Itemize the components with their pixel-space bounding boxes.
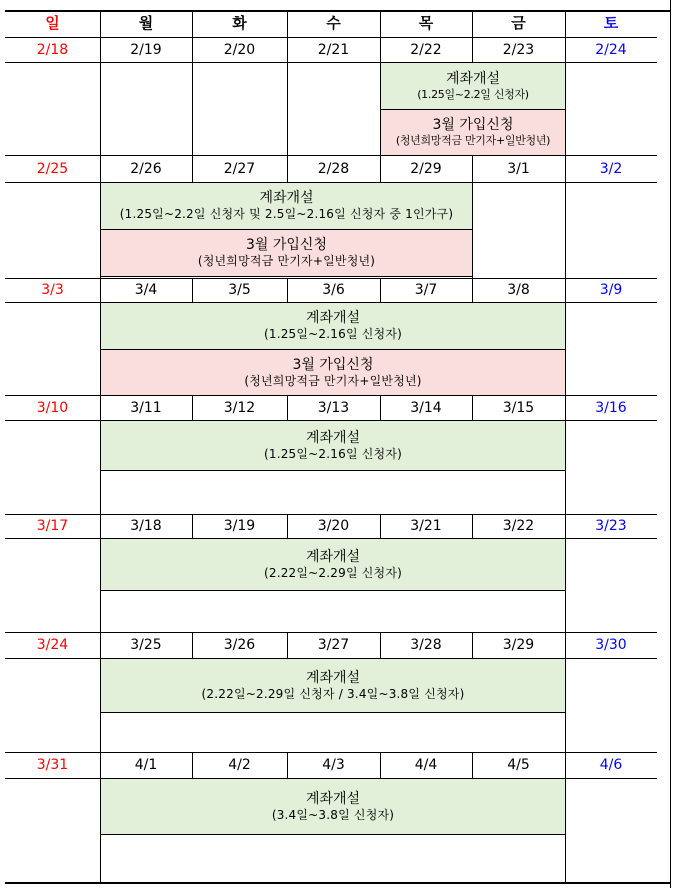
date-cell: 3/5 [228,282,251,298]
column-divider [565,420,566,514]
column-divider [192,395,193,420]
row-divider [5,155,657,156]
weekday-header-tue: 화 [232,14,247,32]
row-divider [5,658,657,659]
date-cell: 2/23 [502,41,535,58]
row-divider [5,514,657,515]
date-cell: 3/7 [414,282,438,298]
column-divider [192,278,193,302]
march-signup-bar [100,349,566,396]
column-divider [100,182,101,278]
date-cell: 2/29 [410,160,442,177]
column-divider [565,155,566,182]
column-divider [100,37,101,62]
date-cell: 3/15 [502,399,535,416]
row-divider [5,302,657,303]
date-cell: 3/30 [595,637,627,653]
weekday-header-fri: 금 [511,14,526,32]
row-divider [5,882,670,884]
column-divider [565,395,566,420]
account-opening-bar [100,778,566,835]
march-signup-bar [100,229,473,277]
empty-row-box [100,470,566,515]
column-divider [565,182,566,278]
event-title: 계좌개설 [305,790,361,807]
row-divider [5,420,657,421]
column-divider [100,632,101,658]
date-cell: 3/31 [36,757,69,773]
column-divider [670,0,671,888]
weekday-header-mon: 월 [138,14,154,32]
date-cell: 3/28 [410,637,442,653]
column-divider [192,752,193,778]
date-cell: 3/3 [41,282,64,298]
date-cell: 2/27 [223,160,256,177]
date-cell: 3/21 [410,518,442,534]
date-cell: 3/19 [223,518,256,534]
event-subtitle: (2.22일~2.29일 신청자) [263,565,403,580]
column-divider [565,514,566,538]
account-opening-bar [100,538,566,591]
column-divider [287,10,288,37]
event-subtitle: (1.25일~2.2일 신청자) [417,87,529,101]
empty-row-box [100,834,566,883]
column-divider [100,514,101,538]
date-cell: 3/11 [130,399,162,416]
date-cell: 4/3 [322,757,345,773]
column-divider [565,658,566,752]
event-subtitle: (3.4일~3.8일 신청자) [271,807,395,822]
row-divider [5,632,657,633]
column-divider [565,10,566,37]
column-divider [192,37,193,62]
column-divider [380,155,381,182]
date-cell: 2/18 [36,41,69,58]
event-subtitle: (1.25일~2.16일 신청자) [263,446,403,461]
date-cell: 4/6 [599,757,623,773]
column-divider [287,395,288,420]
date-cell: 2/21 [317,41,350,58]
date-cell: 3/22 [502,518,535,534]
event-title: 계좌개설 [305,669,361,686]
event-subtitle: (청년희망적금 만기자+일반청년) [244,373,422,388]
date-cell: 3/17 [36,518,69,534]
account-opening-bar [100,658,566,713]
column-divider [100,10,101,37]
column-divider [472,37,473,62]
date-cell: 3/29 [502,637,535,653]
account-opening-bar [380,62,566,110]
column-divider [287,278,288,302]
column-divider [472,632,473,658]
column-divider [565,778,566,882]
column-divider [100,395,101,420]
row-divider [5,538,657,539]
event-subtitle: (1.25일~2.16일 신청자) [263,327,403,342]
column-divider [565,752,566,778]
column-divider [380,62,381,155]
column-divider [472,155,473,182]
date-cell: 3/12 [223,399,256,416]
date-cell: 3/10 [36,399,69,416]
column-divider [287,514,288,538]
event-title: 3월 가입신청 [246,237,327,254]
date-cell: 3/9 [599,282,623,298]
row-divider [5,10,670,12]
event-title: 계좌개설 [305,310,361,327]
date-cell: 2/20 [223,41,256,58]
column-divider [100,778,101,882]
column-divider [472,10,473,37]
date-cell: 3/23 [595,518,627,534]
row-divider [5,37,657,38]
date-cell: 3/25 [130,637,162,653]
date-cell: 3/24 [36,637,69,653]
column-divider [472,182,473,278]
date-cell: 2/22 [410,41,442,58]
event-title: 3월 가입신청 [292,356,374,373]
event-title: 계좌개설 [305,429,361,446]
account-opening-bar [100,420,566,471]
column-divider [380,37,381,62]
event-subtitle: (2.22일~2.29일 신청자 / 3.4일~3.8일 신청자) [201,686,465,701]
column-divider [565,278,566,302]
column-divider [100,62,101,155]
column-divider [100,420,101,514]
column-divider [192,10,193,37]
date-cell: 3/4 [134,282,158,298]
weekday-header-sun: 일 [45,14,60,32]
column-divider [100,302,101,395]
date-cell: 2/19 [130,41,162,58]
column-divider [100,658,101,752]
row-divider [5,182,657,183]
row-divider [5,778,657,779]
column-divider [192,514,193,538]
weekday-header-sat: 토 [603,14,619,32]
column-divider [287,752,288,778]
event-title: 계좌개설 [259,190,314,207]
event-title: 3월 가입신청 [432,117,514,134]
column-divider [287,62,288,155]
column-divider [100,538,101,632]
date-cell: 2/28 [317,160,350,177]
column-divider [287,37,288,62]
column-divider [192,62,193,155]
date-cell: 2/26 [130,160,162,177]
account-opening-bar [100,302,566,350]
date-cell: 4/5 [507,757,530,773]
empty-row-box [100,590,566,633]
date-cell: 3/6 [322,282,345,298]
date-cell: 2/25 [36,160,69,177]
event-title: 계좌개설 [445,70,501,87]
date-cell: 3/27 [317,637,350,653]
event-title: 계좌개설 [305,548,361,565]
event-subtitle: (1.25일~2.2일 신청자 및 2.5일~2.16일 신청자 중 1인가구) [119,207,454,222]
column-divider [380,632,381,658]
date-cell: 3/14 [410,399,442,416]
weekday-header-thu: 목 [418,14,434,32]
column-divider [565,302,566,395]
column-divider [287,155,288,182]
column-divider [565,538,566,632]
column-divider [380,10,381,37]
date-cell: 4/4 [414,757,438,773]
date-cell: 3/18 [130,518,162,534]
column-divider [287,632,288,658]
column-divider [100,278,101,302]
weekday-header-wed: 수 [326,14,341,32]
march-signup-bar [380,109,566,156]
column-divider [192,632,193,658]
row-divider [5,752,657,753]
row-divider [5,278,657,279]
column-divider [380,395,381,420]
event-subtitle: (청년희망적금 만기자+일반청년) [395,134,551,148]
account-opening-bar [100,182,473,230]
column-divider [192,155,193,182]
column-divider [380,752,381,778]
date-cell: 4/1 [134,757,158,773]
column-divider [472,752,473,778]
date-cell: 3/20 [317,518,350,534]
column-divider [565,37,566,62]
date-cell: 3/13 [317,399,350,416]
date-cell: 3/26 [223,637,256,653]
column-divider [380,278,381,302]
row-divider [5,62,657,63]
column-divider [100,155,101,182]
column-divider [380,514,381,538]
column-divider [100,752,101,778]
date-cell: 3/2 [599,160,623,177]
date-cell: 3/16 [595,399,627,416]
date-cell: 4/2 [228,757,251,773]
column-divider [565,62,566,155]
column-divider [472,278,473,302]
column-divider [472,395,473,420]
event-subtitle: (청년희망적금 만기자+일반청년) [197,254,376,269]
date-cell: 2/24 [595,41,627,58]
date-cell: 3/8 [507,282,530,298]
column-divider [565,632,566,658]
row-divider [5,395,657,396]
column-divider [472,514,473,538]
date-cell: 3/1 [507,160,530,177]
empty-row-box [100,712,566,753]
